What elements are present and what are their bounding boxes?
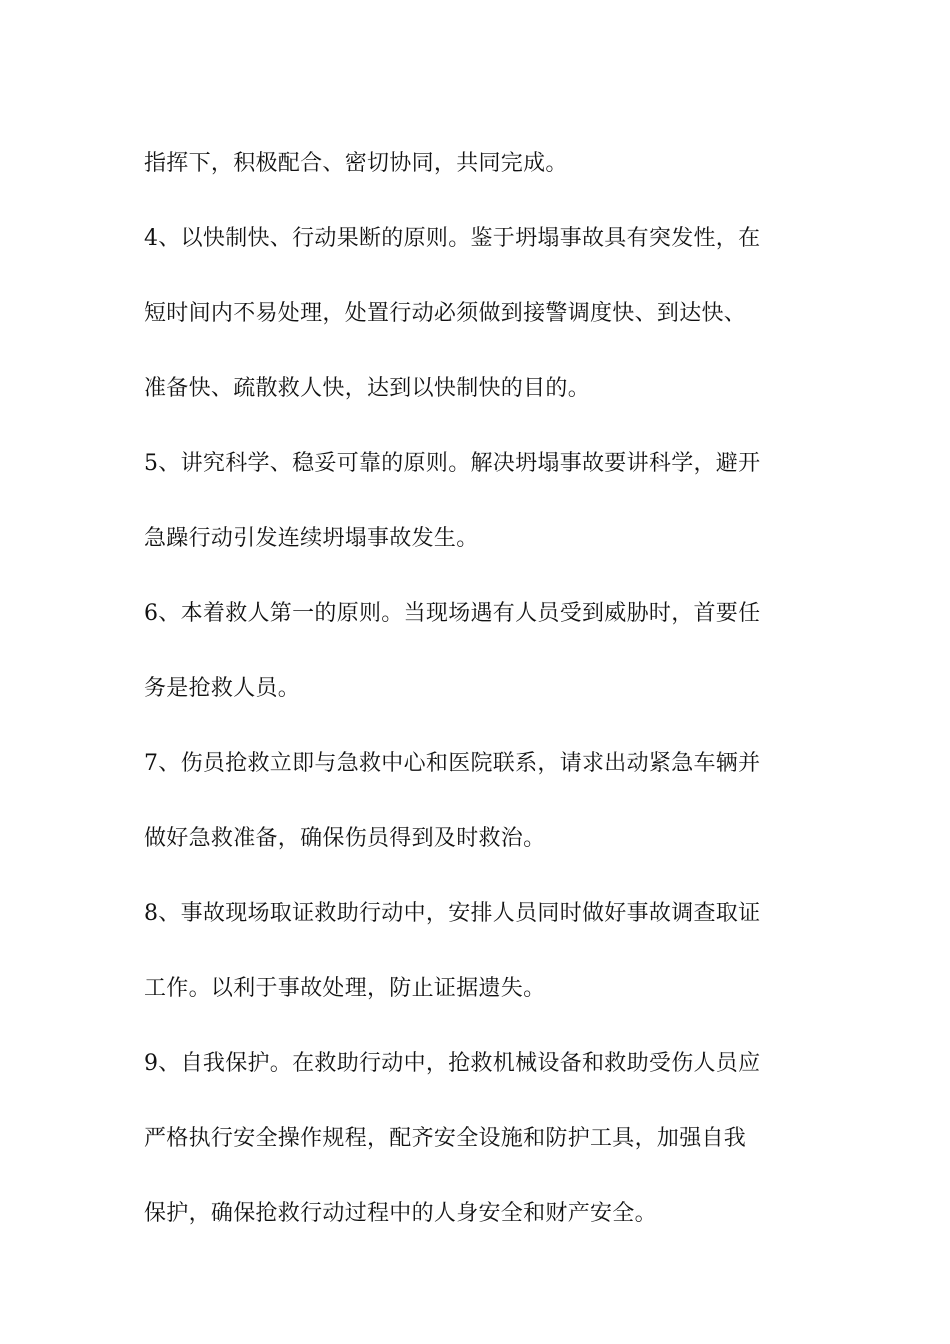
text-line-5: 5、讲究科学、稳妥可靠的原则。解决坍塌事故要讲科学，避开 — [144, 451, 761, 476]
text-line-3: 短时间内不易处理，处置行动必须做到接警调度快、到达快、 — [144, 301, 747, 326]
text-line-8: 务是抢救人员。 — [144, 676, 301, 701]
text-line-4: 准备快、疏散救人快，达到以快制快的目的。 — [144, 376, 591, 401]
text-line-1: 指挥下，积极配合、密切协同，共同完成。 — [144, 151, 568, 176]
text-line-11: 8、事故现场取证救助行动中，安排人员同时做好事故调查取证 — [144, 901, 761, 926]
text-line-10: 做好急救准备，确保伤员得到及时救治。 — [144, 826, 546, 851]
document-body — [144, 126, 808, 1251]
text-line-14: 严格执行安全操作规程，配齐安全设施和防护工具，加强自我 — [144, 1126, 747, 1151]
text-line-7: 6、本着救人第一的原则。当现场遇有人员受到威胁时，首要任 — [144, 601, 761, 626]
text-line-6: 急躁行动引发连续坍塌事故发生。 — [144, 526, 479, 551]
text-line-13: 9、自我保护。在救助行动中，抢救机械设备和救助受伤人员应 — [144, 1051, 761, 1076]
text-line-9: 7、伤员抢救立即与急救中心和医院联系，请求出动紧急车辆并 — [144, 751, 761, 776]
text-line-15: 保护，确保抢救行动过程中的人身安全和财产安全。 — [144, 1201, 657, 1226]
text-line-2: 4、以快制快、行动果断的原则。鉴于坍塌事故具有突发性，在 — [144, 226, 761, 251]
text-line-12: 工作。以利于事故处理，防止证据遗失。 — [144, 976, 546, 1001]
